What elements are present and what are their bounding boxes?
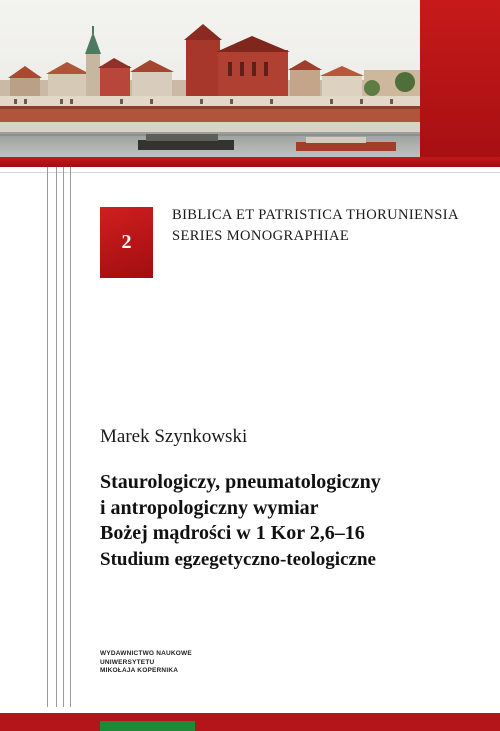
cover-divider-line — [0, 172, 500, 173]
book-title-line: i antropologiczny wymiar — [100, 496, 319, 519]
cover-bottom-green-bar — [100, 721, 195, 731]
cover-bottom-band — [0, 713, 500, 731]
series-number-badge — [100, 207, 153, 278]
series-title — [172, 205, 492, 247]
cover-red-strip — [0, 157, 500, 167]
cover-photo-torun-skyline — [0, 0, 420, 163]
publisher-logo — [100, 650, 192, 676]
cover-vertical-rule — [56, 167, 57, 707]
series-title-line: SERIES MONOGRAPHIAE — [172, 228, 350, 244]
series-title-line: BIBLICA ET PATRISTICA THORUNIENSIA — [172, 207, 459, 223]
book-title — [100, 470, 490, 572]
book-title-line: Staurologiczy, pneumatologiczny — [100, 471, 381, 493]
cover-red-band — [420, 0, 500, 163]
book-title-line: Bożej mądrości w 1 Kor 2,6–16 — [100, 522, 365, 544]
publisher-line: WYDAWNICTWO NAUKOWE — [100, 650, 192, 657]
cover-vertical-rule — [70, 167, 71, 707]
book-subtitle: Studium egzegetyczno-teologiczne — [100, 548, 376, 570]
publisher-line: UNIWERSYTETU — [100, 658, 155, 666]
cover-vertical-rule — [63, 167, 64, 707]
author-name: Marek Szynkowski — [100, 426, 248, 447]
series-number: 2 — [121, 231, 132, 253]
torun-skyline-icon — [0, 0, 420, 163]
cover-vertical-rule — [47, 167, 48, 707]
publisher-line: MIKOŁAJA KOPERNIKA — [100, 667, 179, 674]
